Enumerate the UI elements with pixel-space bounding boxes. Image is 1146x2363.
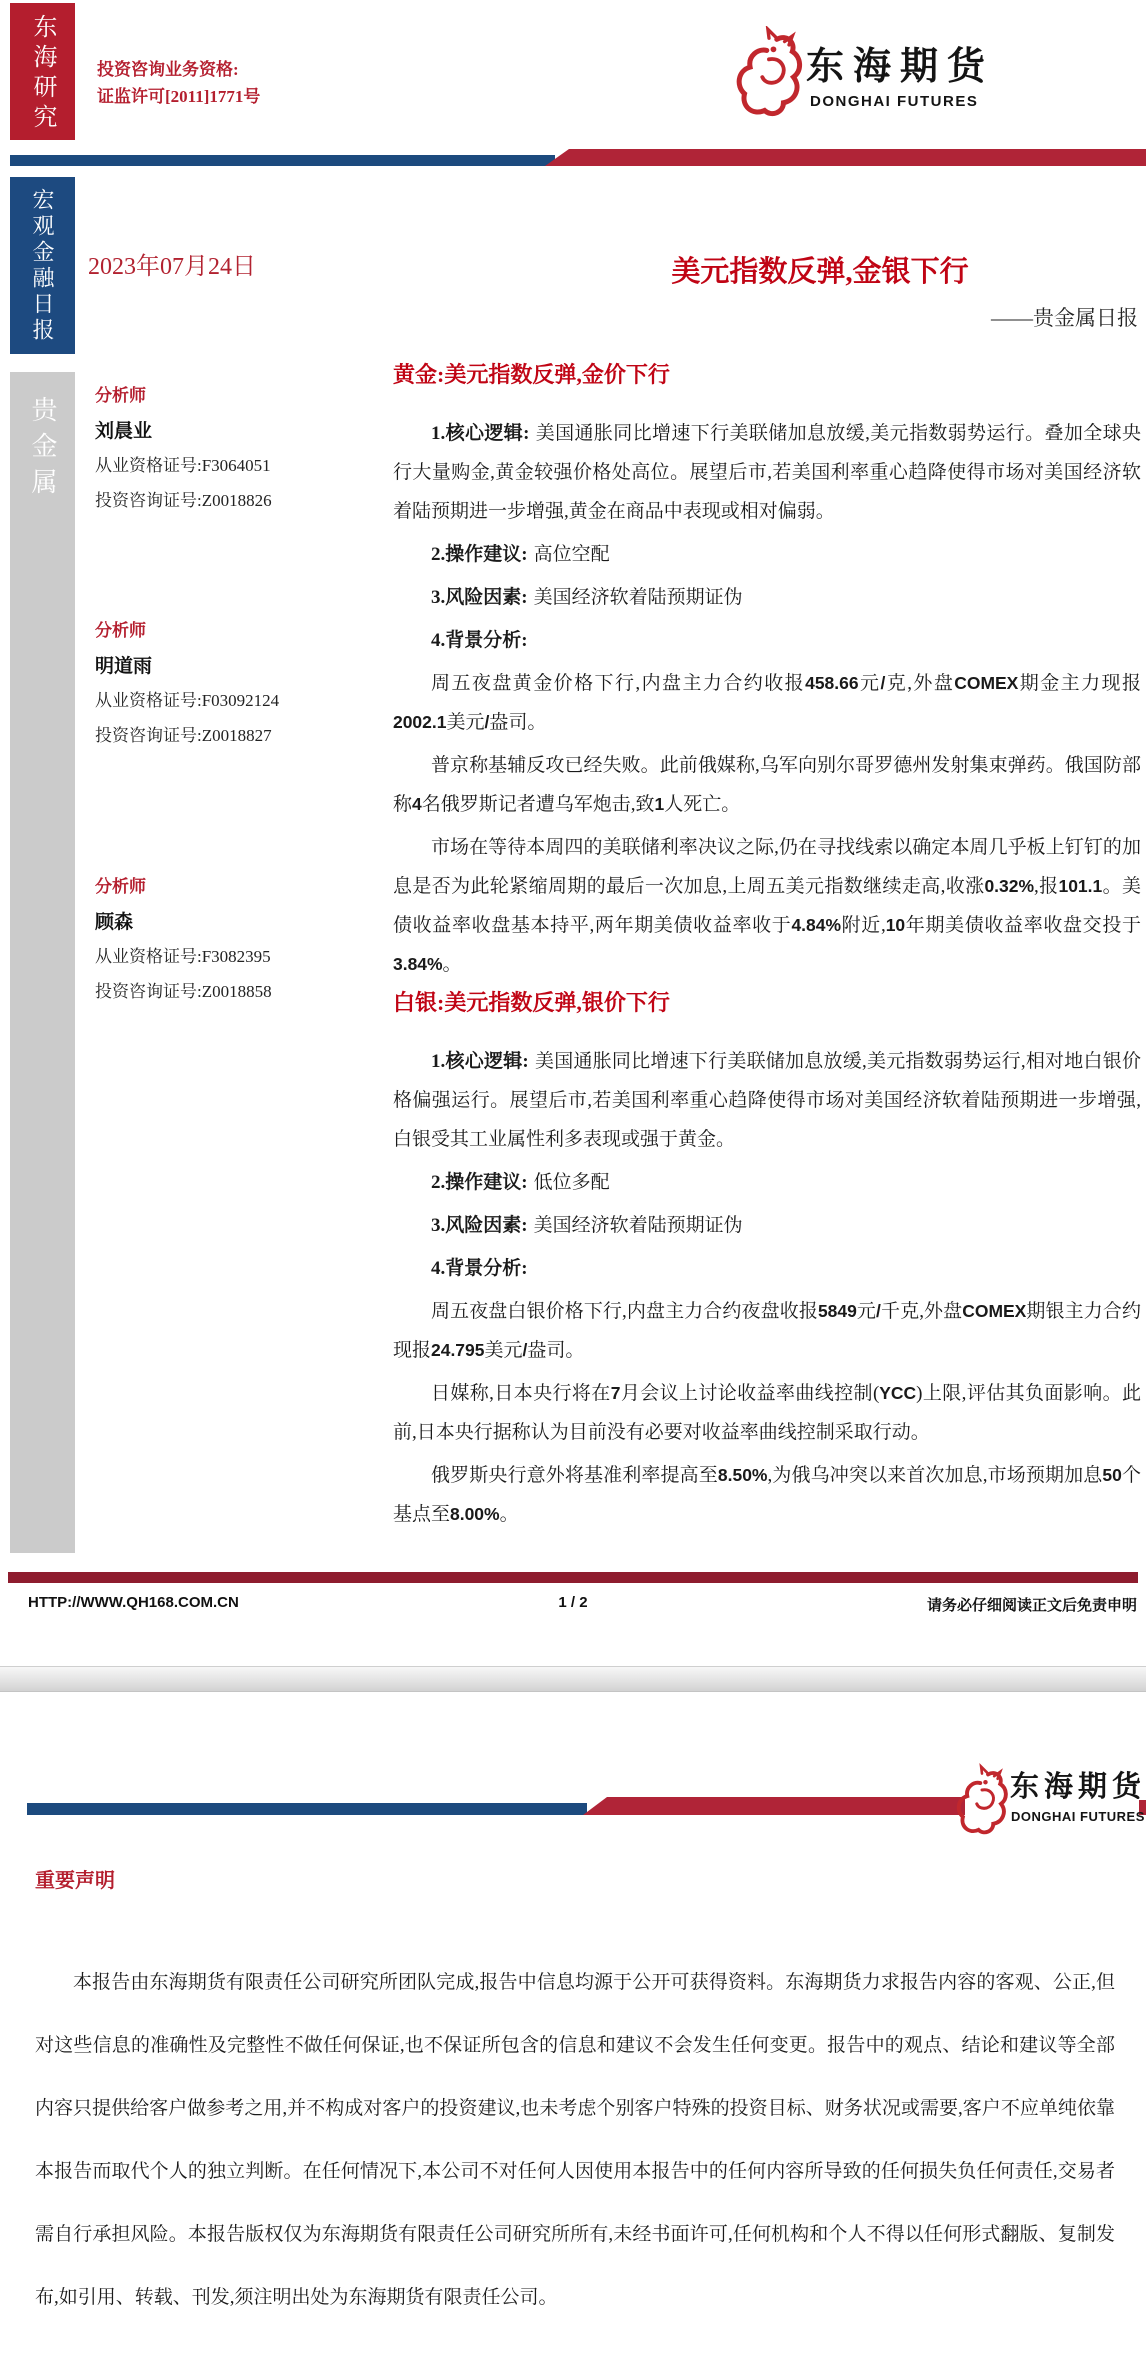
item-text: 美国经济软着陆预期证伪	[533, 587, 743, 608]
logo-en-text: DONGHAI FUTURES	[810, 93, 979, 110]
silver-paragraph: 日媒称,日本央行将在7月会议上讨论收益率曲线控制(YCC)上限,评估其负面影响。此前,日本央行据称认为目前没有必要对收益率曲线控制采取行动。	[393, 1383, 1141, 1443]
item-text: 低位多配	[533, 1172, 610, 1193]
silver-advice	[393, 1163, 1141, 1202]
donghai-research-badge-text: 东海研究	[29, 13, 55, 134]
analyst-cert-2: 投资咨询证号:Z0018858	[95, 982, 272, 1001]
analyst-cert-2: 投资咨询证号:Z0018827	[95, 726, 272, 745]
important-statement-heading: 重要声明	[35, 1870, 115, 1892]
analyst-name: 刘晨业	[95, 421, 153, 442]
item-text: 美国通胀同比增速下行美联储加息放缓,美元指数弱势运行。叠加全球央行大量购金,黄金较强价格处高位。展望后市,若美国利率重心趋降使得市场对美国经济软着陆预期进一步增强,黄金在商品中表现或相对偏弱。	[393, 423, 1142, 522]
analyst-role: 分析师	[95, 386, 146, 405]
silver-core-logic	[393, 1042, 1141, 1159]
report-type-tab-text: 宏观金融日报	[30, 187, 55, 344]
dragon-logo-icon	[956, 1757, 1008, 1849]
item-label: 2.操作建议:	[431, 544, 528, 565]
silver-paragraph: 俄罗斯央行意外将基准利率提高至8.50%,为俄乌冲突以来首次加息,市场预期加息50个基点至8.00%。	[393, 1465, 1141, 1525]
dragon-logo-icon	[735, 26, 803, 126]
header-rule-blue	[10, 155, 555, 166]
footer-disclaimer-note: 请务必仔细阅读正文后免责申明	[926, 1598, 1137, 1614]
qualification-line-1: 投资咨询业务资格:	[97, 60, 239, 79]
report-type-tab	[10, 177, 75, 354]
category-tab	[10, 372, 75, 1553]
gold-advice	[393, 535, 1141, 574]
analyst-role: 分析师	[95, 621, 146, 640]
silver-paragraph: 周五夜盘白银价格下行,内盘主力合约夜盘收报5849元/千克,外盘COMEX期银主力合约现报24.795美元/盎司。	[393, 1301, 1141, 1361]
footer-page-number: 1 / 2	[558, 1594, 588, 1611]
gold-paragraph: 市场在等待本周四的美联储利率决议之际,仍在寻找线索以确定本周几乎板上钉钉的加息是否为此轮紧缩周期的最后一次加息,上周五美元指数继续走高,收涨0.32%,报101.1。美债收益率收盘基本持平,两年期美债收益率收于4.84%附近,10年期美债收益率收盘交投于3.84%。	[393, 837, 1141, 975]
item-text: 美国通胀同比增速下行美联储加息放缓,美元指数弱势运行,相对地白银价格偏强运行。展望后市,若美国利率重心趋降使得市场对美国经济软着陆预期进一步增强,白银受其工业属性利多表现或强于黄金。	[393, 1051, 1141, 1150]
item-label: 2.操作建议:	[431, 1172, 528, 1193]
section-heading-gold: 黄金:美元指数反弹,金价下行	[393, 362, 670, 387]
report-date: 2023年07月24日	[88, 254, 256, 280]
analyst-block	[95, 385, 397, 525]
disclaimer-text: 本报告由东海期货有限责任公司研究所团队完成,报告中信息均源于公开可获得资料。东海期货力求报告内容的客观、公正,但对这些信息的准确性及完整性不做任何保证,也不保证所包含的信息和建议不会发生任何变更。报告中的观点、结论和建议等全部内容只提供给客户做参考之用,并不构成对客户的投资建议,也未考虑个别客户特殊的投资目标、财务状况或需要,客户不应单纯依靠本报告而取代个人的独立判断。在任何情况下,本公司不对任何人因使用本报告中的任何内容所导致的任何损失负任何责任,交易者需自行承担风险。本报告版权仅为东海期货有限责任公司研究所所有,未经书面许可,任何机构和个人不得以任何形式翻版、复制发布,如引用、转载、刊发,须注明出处为东海期货有限责任公司。	[35, 1972, 1115, 2308]
page-separator	[0, 1666, 1146, 1692]
gold-paragraph: 周五夜盘黄金价格下行,内盘主力合约收报458.66元/克,外盘COMEX期金主力现报2002.1美元/盎司。	[393, 673, 1141, 733]
analyst-cert-1: 从业资格证号:F3064051	[95, 456, 271, 475]
header-rule-red	[545, 149, 1146, 166]
report-subtitle: ——贵金属日报	[991, 306, 1138, 330]
gold-background-label	[393, 621, 1141, 660]
analyst-block	[95, 876, 397, 1016]
qualification-block	[97, 56, 260, 110]
gold-core-logic	[393, 414, 1141, 531]
report-title: 美元指数反弹,金银下行	[671, 256, 969, 288]
footer-url: HTTP://WWW.QH168.COM.CN	[28, 1594, 239, 1611]
silver-risk	[393, 1206, 1141, 1245]
page2-rule-red	[583, 1797, 965, 1815]
page2-rule-blue	[27, 1803, 587, 1815]
item-label: 3.风险因素:	[431, 1215, 528, 1236]
analyst-cert-1: 从业资格证号:F03092124	[95, 691, 280, 710]
donghai-research-badge	[10, 3, 75, 140]
analyst-role: 分析师	[95, 877, 146, 896]
item-label: 4.背景分析:	[431, 1258, 528, 1279]
logo-cn-text: 东海期货	[1010, 1771, 1146, 1803]
analyst-cert-1: 从业资格证号:F3082395	[95, 947, 271, 966]
logo-cn-text: 东海期货	[806, 46, 995, 88]
analyst-block	[95, 620, 397, 760]
gold-risk	[393, 578, 1141, 617]
analyst-name: 顾森	[95, 912, 134, 933]
item-label: 1.核心逻辑:	[431, 423, 530, 444]
item-text: 高位空配	[533, 544, 610, 565]
analyst-cert-2: 投资咨询证号:Z0018826	[95, 491, 272, 510]
gold-paragraph: 普京称基辅反攻已经失败。此前俄媒称,乌军向别尔哥罗德州发射集束弹药。俄国防部称4名俄罗斯记者遭乌军炮击,致1人死亡。	[393, 755, 1141, 815]
item-label: 3.风险因素:	[431, 587, 528, 608]
item-text: 美国经济软着陆预期证伪	[533, 1215, 743, 1236]
section-heading-silver: 白银:美元指数反弹,银价下行	[393, 990, 670, 1015]
logo-en-text: DONGHAI FUTURES	[1011, 1809, 1145, 1824]
footer-rule	[8, 1572, 1138, 1583]
silver-background-label	[393, 1249, 1141, 1288]
qualification-line-2: 证监许可[2011]1771号	[97, 87, 261, 106]
item-label: 4.背景分析:	[431, 630, 528, 651]
analyst-name: 明道雨	[95, 656, 153, 677]
item-label: 1.核心逻辑:	[431, 1051, 529, 1072]
report-body	[393, 360, 1141, 1538]
category-tab-text: 贵金属	[28, 396, 57, 504]
